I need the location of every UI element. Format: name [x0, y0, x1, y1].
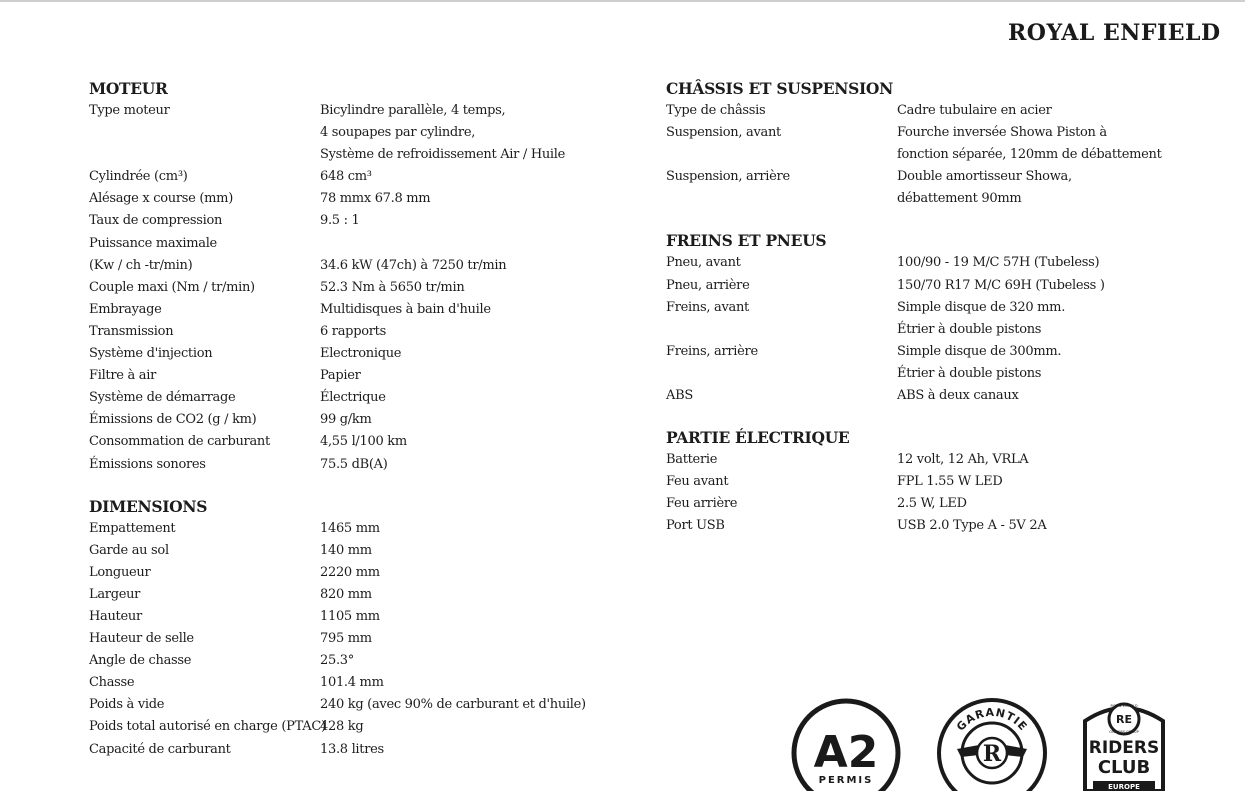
spec-value: Multidisques à bain d'huile	[320, 301, 491, 317]
spec-row	[666, 297, 1162, 319]
garantie-arc-text: GARANTIE	[954, 705, 1030, 734]
spec-value: 1465 mm	[320, 520, 380, 536]
spec-row	[666, 385, 1162, 407]
spec-label: Empattement	[89, 520, 176, 536]
spec-label: Poids total autorisé en charge (PTAC)	[89, 719, 326, 735]
garantie-letter: R	[982, 741, 1002, 767]
spec-value: 6 rapports	[320, 323, 386, 339]
spec-row	[89, 188, 586, 210]
section-title: FREINS ET PNEUS	[666, 231, 827, 251]
riders-line2: CLUB	[1097, 757, 1151, 778]
spec-row	[89, 562, 586, 584]
spec-row	[89, 650, 586, 672]
spec-label	[89, 122, 320, 144]
spec-label: Puissance maximale	[89, 235, 217, 251]
top-border-line	[0, 0, 1245, 2]
spec-row	[89, 387, 586, 409]
spec-row	[89, 255, 586, 277]
spec-label: Feu arrière	[666, 496, 738, 512]
spec-value: 34.6 kW (47ch) à 7250 tr/min	[320, 257, 507, 273]
spec-label: Consommation de carburant	[89, 434, 270, 450]
spec-row	[89, 409, 586, 431]
spec-row	[89, 166, 586, 188]
spec-value: 100/90 - 19 M/C 57H (Tubeless)	[897, 255, 1100, 271]
spec-value: 240 kg (avec 90% de carburant et d'huile)	[320, 697, 586, 713]
spec-section	[666, 78, 1162, 210]
riders-club-badge	[1079, 697, 1169, 791]
spec-label: Chasse	[89, 675, 135, 691]
spec-label: Taux de compression	[89, 213, 223, 229]
spec-row	[89, 100, 586, 122]
spec-label: Feu avant	[666, 474, 729, 490]
spec-label: Port USB	[666, 518, 725, 534]
spec-label: Poids à vide	[89, 697, 165, 713]
spec-value: 150/70 R17 M/C 69H (Tubeless )	[897, 277, 1105, 293]
spec-section	[666, 230, 1162, 407]
spec-row	[89, 299, 586, 321]
spec-value: 648 cm³	[320, 169, 372, 185]
spec-row	[666, 471, 1162, 493]
spec-row	[89, 694, 586, 716]
spec-value: 4,55 l/100 km	[320, 434, 407, 450]
section-title: CHÂSSIS ET SUSPENSION	[666, 79, 893, 98]
spec-label	[666, 363, 897, 385]
spec-value: Simple disque de 300mm.	[897, 343, 1062, 359]
spec-row	[666, 341, 1162, 363]
spec-value: 820 mm	[320, 586, 372, 602]
spec-label: (Kw / ch -tr/min)	[89, 257, 193, 273]
spec-row	[666, 188, 1162, 210]
spec-label	[89, 144, 320, 166]
spec-value: ABS à deux canaux	[897, 388, 1019, 404]
spec-label	[666, 188, 897, 210]
spec-section	[89, 496, 586, 761]
spec-label: Hauteur	[89, 608, 142, 624]
spec-row	[666, 515, 1162, 537]
spec-value: Bicylindre parallèle, 4 temps,	[320, 103, 506, 118]
spec-row	[89, 672, 586, 694]
spec-row	[89, 739, 586, 761]
spec-label: Émissions sonores	[89, 456, 206, 472]
spec-row	[666, 100, 1162, 122]
spec-value: 75.5 dB(A)	[320, 456, 388, 472]
spec-label: Alésage x course (mm)	[89, 191, 233, 207]
spec-value: 1105 mm	[320, 608, 380, 624]
section-title: MOTEUR	[89, 79, 168, 98]
spec-label: Garde au sol	[89, 542, 169, 558]
garantie-badge	[935, 697, 1049, 791]
brand-logo: ROYAL ENFIELD	[1008, 20, 1221, 46]
right-column	[666, 78, 1162, 558]
spec-value: 4 soupapes par cylindre,	[320, 125, 476, 141]
spec-label: Système d'injection	[89, 346, 213, 362]
section-title: PARTIE ÉLECTRIQUE	[666, 428, 850, 448]
riders-seal-top-text: ROYAL ENFIELD	[1110, 704, 1138, 708]
spec-row	[666, 363, 1162, 385]
spec-label: Capacité de carburant	[89, 741, 231, 757]
spec-value: 13.8 litres	[320, 741, 384, 757]
spec-row	[89, 606, 586, 628]
a2-permis-badge	[789, 697, 903, 791]
spec-value: Double amortisseur Showa,	[897, 169, 1072, 185]
spec-row	[89, 210, 586, 232]
spec-label: Transmission	[89, 323, 174, 339]
section-title: DIMENSIONS	[89, 496, 208, 516]
spec-label: ABS	[666, 388, 693, 404]
riders-line1: RIDERS	[1088, 738, 1160, 758]
spec-row	[89, 431, 586, 453]
spec-label: Couple maxi (Nm / tr/min)	[89, 279, 255, 295]
spec-section	[666, 427, 1162, 537]
spec-row	[89, 343, 586, 365]
spec-label: Batterie	[666, 452, 718, 468]
spec-value: 9.5 : 1	[320, 213, 360, 229]
spec-label: Type de châssis	[666, 103, 766, 118]
spec-label: Émissions de CO2 (g / km)	[89, 412, 257, 428]
spec-value: 78 mmx 67.8 mm	[320, 191, 431, 207]
spec-label: Système de démarrage	[89, 390, 236, 406]
spec-value: Système de refroidissement Air / Huile	[320, 147, 566, 163]
riders-bottom-text: EUROPE	[1108, 783, 1140, 791]
spec-label: Freins, arrière	[666, 343, 758, 359]
spec-value: 25.3°	[320, 653, 354, 669]
spec-row	[666, 275, 1162, 297]
spec-value: 795 mm	[320, 631, 372, 647]
spec-value: fonction séparée, 120mm de débattement	[897, 147, 1162, 163]
spec-value: Electronique	[320, 346, 402, 362]
spec-label: Pneu, arrière	[666, 277, 750, 293]
spec-row	[666, 166, 1162, 188]
spec-value: Fourche inversée Showa Piston à	[897, 125, 1107, 141]
spec-value: 101.4 mm	[320, 675, 384, 691]
spec-label: Angle de chasse	[89, 653, 192, 669]
spec-row	[666, 144, 1162, 166]
spec-value: débattement 90mm	[897, 191, 1022, 207]
riders-seal-bottom-text: OWNERS GROUP	[1109, 730, 1139, 734]
spec-value: Papier	[320, 368, 361, 384]
spec-value: Simple disque de 320 mm.	[897, 299, 1066, 315]
left-column	[89, 78, 586, 781]
spec-row	[666, 252, 1162, 274]
spec-value: 140 mm	[320, 542, 372, 558]
spec-value: 2.5 W, LED	[897, 496, 967, 512]
spec-row	[89, 584, 586, 606]
spec-value: 52.3 Nm à 5650 tr/min	[320, 279, 465, 295]
riders-seal-letter: RE	[1116, 713, 1132, 726]
spec-value: FPL 1.55 W LED	[897, 474, 1003, 490]
spec-row	[89, 321, 586, 343]
spec-row	[666, 493, 1162, 515]
spec-row	[89, 122, 586, 144]
spec-label	[666, 144, 897, 166]
spec-label	[666, 319, 897, 341]
spec-row	[89, 628, 586, 650]
spec-label: Filtre à air	[89, 368, 157, 384]
spec-value: 2220 mm	[320, 564, 380, 580]
spec-section	[89, 78, 586, 476]
spec-label: Cylindrée (cm³)	[89, 169, 188, 185]
spec-row	[89, 365, 586, 387]
spec-value: USB 2.0 Type A - 5V 2A	[897, 518, 1047, 534]
badges-area	[789, 697, 1245, 791]
spec-row	[89, 144, 586, 166]
spec-label: Longueur	[89, 564, 151, 580]
spec-row	[89, 233, 586, 255]
spec-label: Freins, avant	[666, 299, 749, 315]
spec-row	[89, 716, 586, 738]
spec-value: Cadre tubulaire en acier	[897, 103, 1052, 118]
spec-label: Hauteur de selle	[89, 631, 194, 647]
spec-row	[666, 122, 1162, 144]
a2-badge-main-text: A2	[813, 727, 879, 778]
spec-row	[89, 540, 586, 562]
spec-value: Électrique	[320, 390, 386, 406]
spec-label: Largeur	[89, 586, 141, 602]
spec-label: Embrayage	[89, 301, 162, 317]
spec-label: Type moteur	[89, 103, 170, 118]
garantie-arc-text-wrapper	[954, 706, 1030, 734]
spec-row	[666, 319, 1162, 341]
a2-badge-sub-text: PERMIS	[818, 775, 874, 786]
spec-label: Suspension, arrière	[666, 169, 790, 185]
spec-row	[89, 518, 586, 540]
spec-row	[666, 449, 1162, 471]
spec-label: Pneu, avant	[666, 255, 741, 271]
spec-value: Étrier à double pistons	[897, 365, 1042, 381]
spec-row	[89, 277, 586, 299]
spec-value: 99 g/km	[320, 412, 372, 428]
spec-row	[89, 454, 586, 476]
spec-label: Suspension, avant	[666, 125, 781, 141]
spec-value: 428 kg	[320, 719, 364, 735]
spec-value: Étrier à double pistons	[897, 321, 1042, 337]
spec-value: 12 volt, 12 Ah, VRLA	[897, 452, 1029, 468]
